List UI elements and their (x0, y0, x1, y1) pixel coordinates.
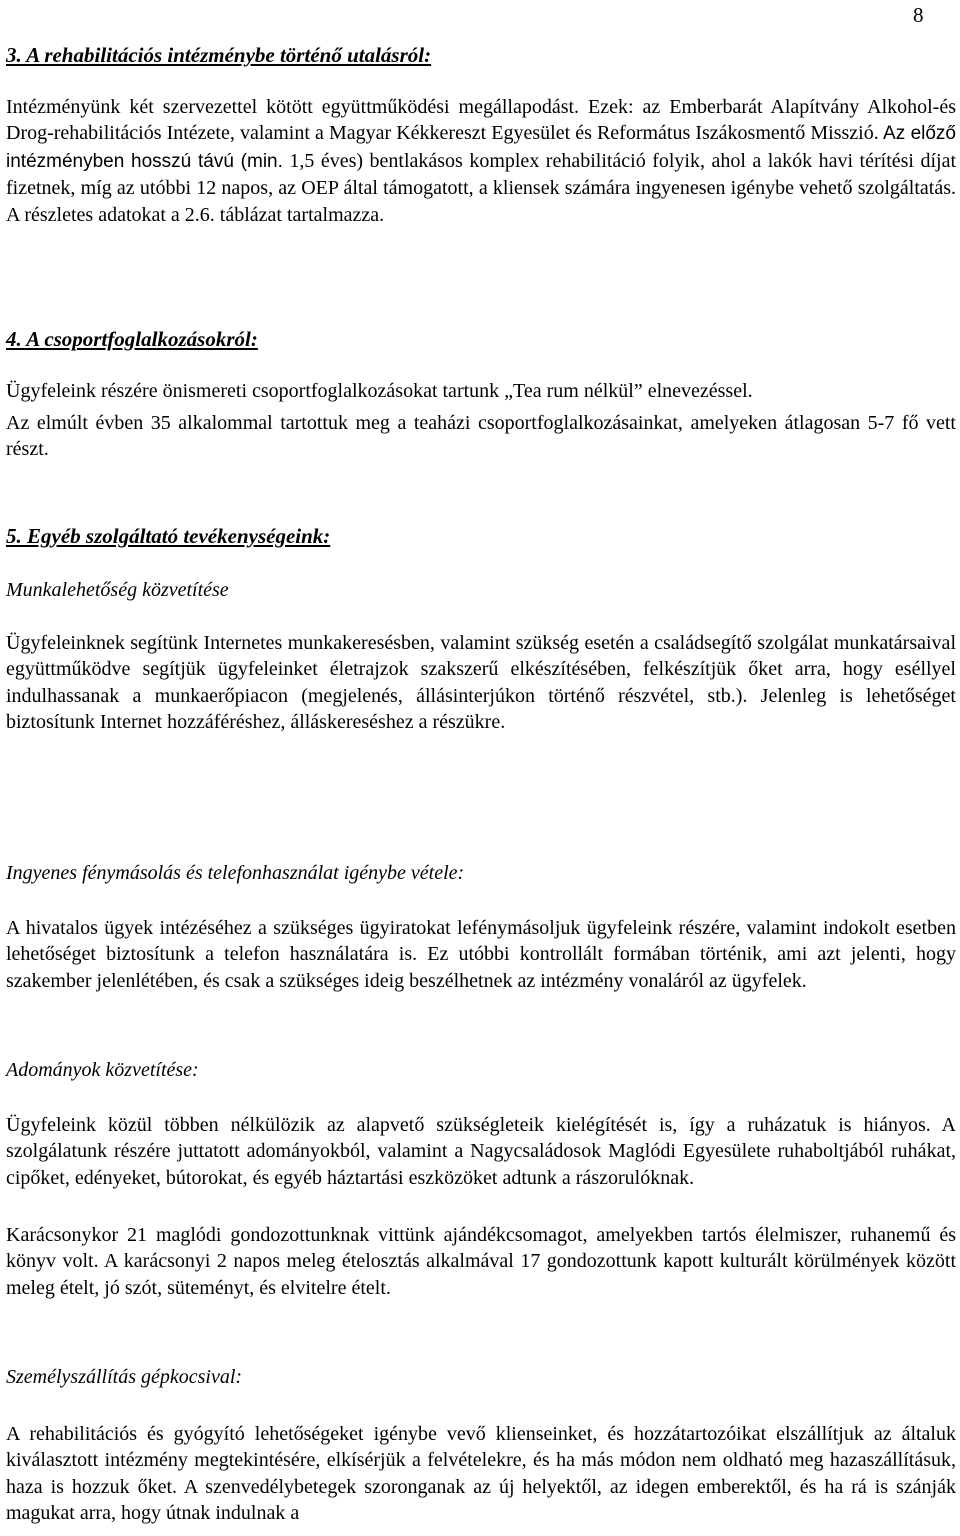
copy-phone-title: Ingyenes fénymásolás és telefonhasználat igénybe vétele: (6, 862, 465, 884)
section-3-heading: 3. A rehabilitációs intézménybe történő utalásról: (6, 43, 432, 67)
transport-paragraph: A rehabilitációs és gyógyító lehetőségeket igénybe vevő klienseinket, és hozzátartozóikat elszállítjuk az általuk kiválasztott intézmény megtekintésére, elkísérjük a felvételekre, és ha más módon nem oldható meg hazaszállításuk, haza is hozzuk őket. A szenvedélybetegek szoronganak az új helyektől, az idegen emberektől, és ha rá is szánják magukat arra, hogy útnak indulnak a (6, 1423, 956, 1525)
section-4-paragraph-1: Ügyfeleink részére önismereti csoportfoglalkozásokat tartunk „Tea rum nélkül” elnevezéssel. (6, 380, 753, 402)
donation-paragraph-1: Ügyfeleink közül többen nélkülözik az alapvető szükségleteik kielégítését is, így a ruházatuk is hiányos. A szolgálatunk részére juttatott adományokból, valamint a Nagycsaládosok Maglódi Egyesülete ruhaboltjából ruhákat, cipőket, edényeket, bútorokat, és egyéb háztartási eszközöket adtunk a rászorulóknak. (6, 1114, 956, 1189)
section-3-text-part1: Intézményünk két szervezettel kötött együttműködési megállapodást. Ezek: az Emberbarát Alapítvány Alkohol-és Drog-rehabilitációs Intézete, valamint a Magyar Kékkereszt Egyesület és Református Iszákosmentő Misszió. (6, 96, 956, 145)
copy-phone-paragraph: A hivatalos ügyek intézéséhez a szükséges ügyiratokat lefénymásoljuk ügyfeleink részére, valamint indokolt esetben lehetőséget biztosítunk a telefon használatára is. Ez utóbbi kontrollált formában történik, ami azt jelenti, hogy szakember jelenlétében, és csak a szükséges ideig beszélhetnek az intézmény vonaláról az ügyfelek. (6, 917, 956, 992)
donation-title: Adományok közvetítése: (6, 1059, 199, 1081)
section-4-paragraph-2: Az elmúlt évben 35 alkalommal tartottuk meg a teaházi csoportfoglalkozásainkat, amelyeken átlagosan 5-7 fő vett részt. (6, 412, 956, 461)
transport-title: Személyszállítás gépkocsival: (6, 1366, 243, 1388)
section-3-paragraph (6, 94, 956, 228)
section-5-heading: 5. Egyéb szolgáltató tevékenységeink: (6, 524, 331, 548)
page-number: 8 (913, 3, 924, 27)
section-4-heading: 4. A csoportfoglalkozásokról: (6, 327, 258, 351)
donation-paragraph-2: Karácsonykor 21 maglódi gondozottunknak vittünk ajándékcsomagot, amelyekben tartós élelmiszer, ruhanemű és könyv volt. A karácsonyi 2 napos meleg ételosztás alkalmával 17 gondozottunk kapott kulturált körülmények között meleg ételt, jó szót, süteményt, és elvitelre ételt. (6, 1224, 956, 1299)
section-3-text-part3: 1,5 éves) bentlakásos komplex rehabilitáció folyik, ahol a lakók havi térítési díjat fizetnek, míg az utóbbi 12 napos, az OEP által támogatott, a kliensek számára ingyenesen igénybe vehető szolgáltatás. A részletes adatokat a 2.6. táblázat tartalmazza. (6, 149, 957, 226)
section-3-text-part2: Az előző intézményben hosszú távú (min. (6, 123, 956, 172)
job-mediation-paragraph: Ügyfeleinknek segítünk Internetes munkakeresésben, valamint szükség esetén a családsegítő szolgálat munkatársaival együttműködve segítjük ügyfeleinket életrajzok szakszerű elkészítésében, felkészítjük őket arra, hogy eséllyel indulhassanak a munkaerőpiacon (megjelenés, állásinterjúkon történő részvétel, stb.). Jelenleg is lehetőséget biztosítunk Internet hozzáféréshez, álláskereséshez a részükre. (6, 632, 956, 734)
job-mediation-title: Munkalehetőség közvetítése (6, 579, 229, 601)
